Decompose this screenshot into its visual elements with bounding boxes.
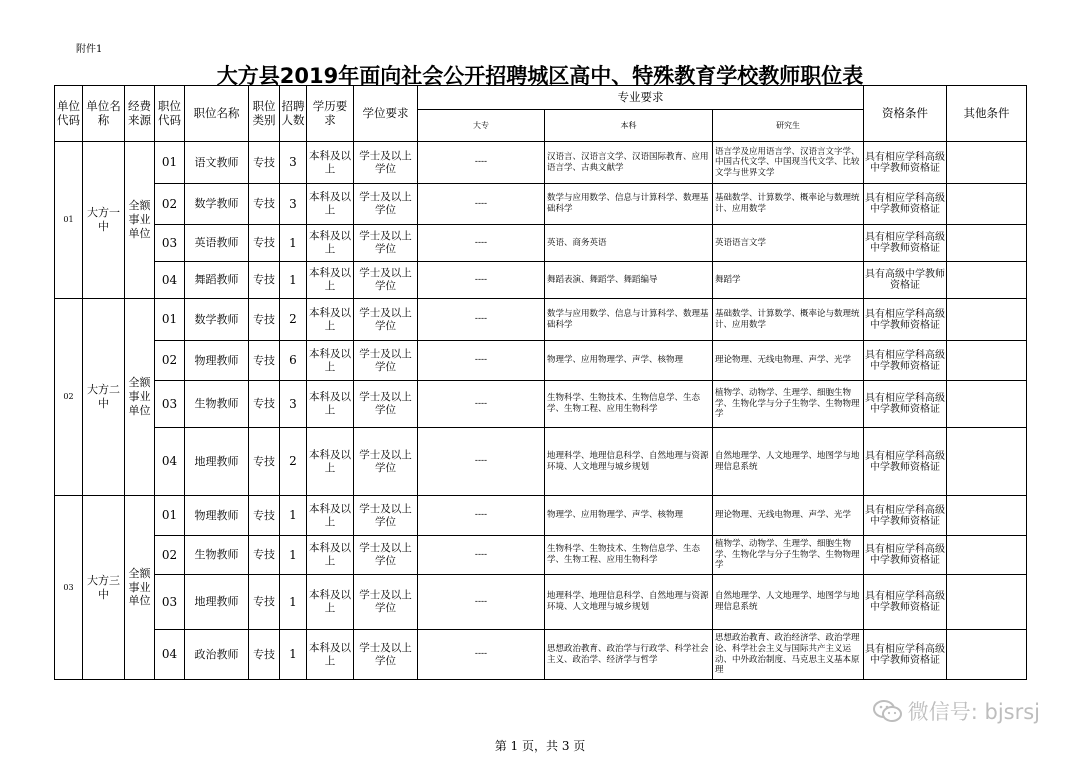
graduate-major-cell: 理论物理、无线电物理、声学、光学: [713, 496, 864, 536]
post-code-cell: 04: [155, 428, 185, 496]
education-cell: 本科及以上: [307, 536, 354, 575]
post-category-cell: 专技: [249, 630, 280, 680]
post-name-cell: 生物教师: [185, 381, 249, 428]
diploma-major-cell: ----: [418, 428, 545, 496]
table-row: [55, 381, 1027, 428]
post-name-cell: 舞蹈教师: [185, 262, 249, 299]
undergrad-major-cell: 物理学、应用物理学、声学、核物理: [545, 341, 713, 381]
qualification-cell: 具有相应学科高级中学教师资格证: [864, 299, 947, 341]
post-code-cell: 02: [155, 341, 185, 381]
table-row: [55, 428, 1027, 496]
degree-cell: 学士及以上学位: [354, 536, 418, 575]
recruit-count-cell: 3: [280, 381, 307, 428]
other-condition-cell: [947, 381, 1027, 428]
header-recruit-count: 招聘人数: [280, 86, 307, 142]
post-name-cell: 物理教师: [185, 341, 249, 381]
other-condition-cell: [947, 341, 1027, 381]
recruit-count-cell: 2: [280, 428, 307, 496]
graduate-major-cell: 基础数学、计算数学、概率论与数理统计、应用数学: [713, 299, 864, 341]
post-name-cell: 政治教师: [185, 630, 249, 680]
table-row: [55, 262, 1027, 299]
post-category-cell: 专技: [249, 536, 280, 575]
other-condition-cell: [947, 536, 1027, 575]
header-undergrad: 本科: [545, 110, 713, 142]
degree-cell: 学士及以上学位: [354, 630, 418, 680]
post-category-cell: 专技: [249, 381, 280, 428]
diploma-major-cell: ----: [418, 142, 545, 184]
graduate-major-cell: 舞蹈学: [713, 262, 864, 299]
diploma-major-cell: ----: [418, 262, 545, 299]
post-code-cell: 01: [155, 496, 185, 536]
qualification-cell: 具有相应学科高级中学教师资格证: [864, 428, 947, 496]
education-cell: 本科及以上: [307, 225, 354, 262]
education-cell: 本科及以上: [307, 630, 354, 680]
qualification-cell: 具有相应学科高级中学教师资格证: [864, 496, 947, 536]
watermark-text: 微信号: bjsrsj: [907, 700, 1040, 724]
header-education: 学历要求: [307, 86, 354, 142]
recruit-count-cell: 3: [280, 184, 307, 225]
degree-cell: 学士及以上学位: [354, 299, 418, 341]
degree-cell: 学士及以上学位: [354, 184, 418, 225]
page-title: 大方县2019年面向社会公开招聘城区高中、特殊教育学校教师职位表: [216, 64, 864, 88]
header-major: 专业要求: [418, 86, 864, 110]
other-condition-cell: [947, 630, 1027, 680]
undergrad-major-cell: 生物科学、生物技术、生物信息学、生态学、生物工程、应用生物科学: [545, 381, 713, 428]
graduate-major-cell: 自然地理学、人文地理学、地图学与地理信息系统: [713, 428, 864, 496]
degree-cell: 学士及以上学位: [354, 381, 418, 428]
diploma-major-cell: ----: [418, 381, 545, 428]
table-row: [55, 341, 1027, 381]
qualification-cell: 具有高级中学教师资格证: [864, 262, 947, 299]
qualification-cell: 具有相应学科高级中学教师资格证: [864, 341, 947, 381]
recruit-count-cell: 1: [280, 630, 307, 680]
diploma-major-cell: ----: [418, 341, 545, 381]
post-code-cell: 04: [155, 630, 185, 680]
post-code-cell: 03: [155, 225, 185, 262]
diploma-major-cell: ----: [418, 225, 545, 262]
undergrad-major-cell: 地理科学、地理信息科学、自然地理与资源环境、人文地理与城乡规划: [545, 575, 713, 630]
funding-cell: 全额事业单位: [125, 299, 155, 496]
undergrad-major-cell: 英语、商务英语: [545, 225, 713, 262]
header-degree: 学位要求: [354, 86, 418, 142]
post-category-cell: 专技: [249, 496, 280, 536]
other-condition-cell: [947, 299, 1027, 341]
post-name-cell: 地理教师: [185, 575, 249, 630]
graduate-major-cell: 英语语言文学: [713, 225, 864, 262]
diploma-major-cell: ----: [418, 630, 545, 680]
undergrad-major-cell: 地理科学、地理信息科学、自然地理与资源环境、人文地理与城乡规划: [545, 428, 713, 496]
watermark: [873, 696, 1040, 726]
other-condition-cell: [947, 225, 1027, 262]
post-name-cell: 语文教师: [185, 142, 249, 184]
table-row: [55, 575, 1027, 630]
post-name-cell: 物理教师: [185, 496, 249, 536]
graduate-major-cell: 植物学、动物学、生理学、细胞生物学、生物化学与分子生物学、生物物理学: [713, 381, 864, 428]
header-other: 其他条件: [947, 86, 1027, 142]
header-post-category: 职位类别: [249, 86, 280, 142]
post-name-cell: 英语教师: [185, 225, 249, 262]
qualification-cell: 具有相应学科高级中学教师资格证: [864, 225, 947, 262]
table-row: [55, 496, 1027, 536]
header-unit-name: 单位名称: [83, 86, 125, 142]
diploma-major-cell: ----: [418, 536, 545, 575]
attachment-label: 附件1: [76, 44, 103, 55]
table-row: [55, 536, 1027, 575]
education-cell: 本科及以上: [307, 381, 354, 428]
recruit-count-cell: 1: [280, 496, 307, 536]
degree-cell: 学士及以上学位: [354, 496, 418, 536]
unit-code-cell: 03: [55, 496, 83, 680]
post-name-cell: 生物教师: [185, 536, 249, 575]
header-qualification: 资格条件: [864, 86, 947, 142]
unit-name-cell: 大方二中: [83, 299, 125, 496]
post-category-cell: 专技: [249, 184, 280, 225]
header-post-name: 职位名称: [185, 86, 249, 142]
page-number: 第 1 页，共 3 页: [494, 739, 586, 753]
qualification-cell: 具有相应学科高级中学教师资格证: [864, 381, 947, 428]
degree-cell: 学士及以上学位: [354, 575, 418, 630]
diploma-major-cell: ----: [418, 184, 545, 225]
other-condition-cell: [947, 496, 1027, 536]
post-code-cell: 02: [155, 536, 185, 575]
graduate-major-cell: 自然地理学、人文地理学、地图学与地理信息系统: [713, 575, 864, 630]
table-row: [55, 630, 1027, 680]
table-row: [55, 299, 1027, 341]
degree-cell: 学士及以上学位: [354, 428, 418, 496]
wechat-icon: [873, 699, 903, 723]
other-condition-cell: [947, 262, 1027, 299]
post-code-cell: 03: [155, 381, 185, 428]
post-category-cell: 专技: [249, 575, 280, 630]
unit-name-cell: 大方三中: [83, 496, 125, 680]
qualification-cell: 具有相应学科高级中学教师资格证: [864, 536, 947, 575]
funding-cell: 全额事业单位: [125, 496, 155, 680]
unit-code-cell: 02: [55, 299, 83, 496]
qualification-cell: 具有相应学科高级中学教师资格证: [864, 184, 947, 225]
post-code-cell: 03: [155, 575, 185, 630]
post-name-cell: 数学教师: [185, 184, 249, 225]
degree-cell: 学士及以上学位: [354, 225, 418, 262]
undergrad-major-cell: 生物科学、生物技术、生物信息学、生态学、生物工程、应用生物科学: [545, 536, 713, 575]
post-code-cell: 04: [155, 262, 185, 299]
education-cell: 本科及以上: [307, 496, 354, 536]
unit-code-cell: 01: [55, 142, 83, 299]
qualification-cell: 具有相应学科高级中学教师资格证: [864, 630, 947, 680]
unit-name-cell: 大方一中: [83, 142, 125, 299]
graduate-major-cell: 思想政治教育、政治经济学、政治学理论、科学社会主义与国际共产主义运动、中外政治制度、马克思主义基本原理: [713, 630, 864, 680]
recruit-count-cell: 1: [280, 536, 307, 575]
header-post-code: 职位代码: [155, 86, 185, 142]
diploma-major-cell: ----: [418, 575, 545, 630]
header-funding: 经费来源: [125, 86, 155, 142]
post-category-cell: 专技: [249, 225, 280, 262]
diploma-major-cell: ----: [418, 496, 545, 536]
post-category-cell: 专技: [249, 341, 280, 381]
graduate-major-cell: 理论物理、无线电物理、声学、光学: [713, 341, 864, 381]
degree-cell: 学士及以上学位: [354, 341, 418, 381]
post-name-cell: 地理教师: [185, 428, 249, 496]
undergrad-major-cell: 思想政治教育、政治学与行政学、科学社会主义、政治学、经济学与哲学: [545, 630, 713, 680]
recruit-count-cell: 1: [280, 225, 307, 262]
education-cell: 本科及以上: [307, 428, 354, 496]
education-cell: 本科及以上: [307, 142, 354, 184]
qualification-cell: 具有相应学科高级中学教师资格证: [864, 575, 947, 630]
education-cell: 本科及以上: [307, 575, 354, 630]
header-graduate: 研究生: [713, 110, 864, 142]
header-unit-code: 单位代码: [55, 86, 83, 142]
other-condition-cell: [947, 184, 1027, 225]
undergrad-major-cell: 汉语言、汉语言文学、汉语国际教育、应用语言学、古典文献学: [545, 142, 713, 184]
table-row: [55, 225, 1027, 262]
header-diploma: 大专: [418, 110, 545, 142]
post-code-cell: 01: [155, 142, 185, 184]
other-condition-cell: [947, 428, 1027, 496]
post-category-cell: 专技: [249, 262, 280, 299]
post-category-cell: 专技: [249, 142, 280, 184]
qualification-cell: 具有相应学科高级中学教师资格证: [864, 142, 947, 184]
post-name-cell: 数学教师: [185, 299, 249, 341]
education-cell: 本科及以上: [307, 299, 354, 341]
graduate-major-cell: 植物学、动物学、生理学、细胞生物学、生物化学与分子生物学、生物物理学: [713, 536, 864, 575]
positions-table: [54, 85, 1027, 680]
education-cell: 本科及以上: [307, 184, 354, 225]
recruit-count-cell: 2: [280, 299, 307, 341]
graduate-major-cell: 语言学及应用语言学、汉语言文字学、中国古代文学、中国现当代文学、比较文学与世界文学: [713, 142, 864, 184]
post-category-cell: 专技: [249, 299, 280, 341]
recruit-count-cell: 1: [280, 575, 307, 630]
post-code-cell: 01: [155, 299, 185, 341]
other-condition-cell: [947, 142, 1027, 184]
table-row: [55, 142, 1027, 184]
table-row: [55, 184, 1027, 225]
post-code-cell: 02: [155, 184, 185, 225]
undergrad-major-cell: 舞蹈表演、舞蹈学、舞蹈编导: [545, 262, 713, 299]
degree-cell: 学士及以上学位: [354, 262, 418, 299]
recruit-count-cell: 1: [280, 262, 307, 299]
recruit-count-cell: 6: [280, 341, 307, 381]
education-cell: 本科及以上: [307, 341, 354, 381]
diploma-major-cell: ----: [418, 299, 545, 341]
table-body: [55, 142, 1027, 680]
post-category-cell: 专技: [249, 428, 280, 496]
graduate-major-cell: 基础数学、计算数学、概率论与数理统计、应用数学: [713, 184, 864, 225]
undergrad-major-cell: 数学与应用数学、信息与计算科学、数理基础科学: [545, 299, 713, 341]
undergrad-major-cell: 数学与应用数学、信息与计算科学、数理基础科学: [545, 184, 713, 225]
other-condition-cell: [947, 575, 1027, 630]
recruit-count-cell: 3: [280, 142, 307, 184]
funding-cell: 全额事业单位: [125, 142, 155, 299]
undergrad-major-cell: 物理学、应用物理学、声学、核物理: [545, 496, 713, 536]
degree-cell: 学士及以上学位: [354, 142, 418, 184]
education-cell: 本科及以上: [307, 262, 354, 299]
